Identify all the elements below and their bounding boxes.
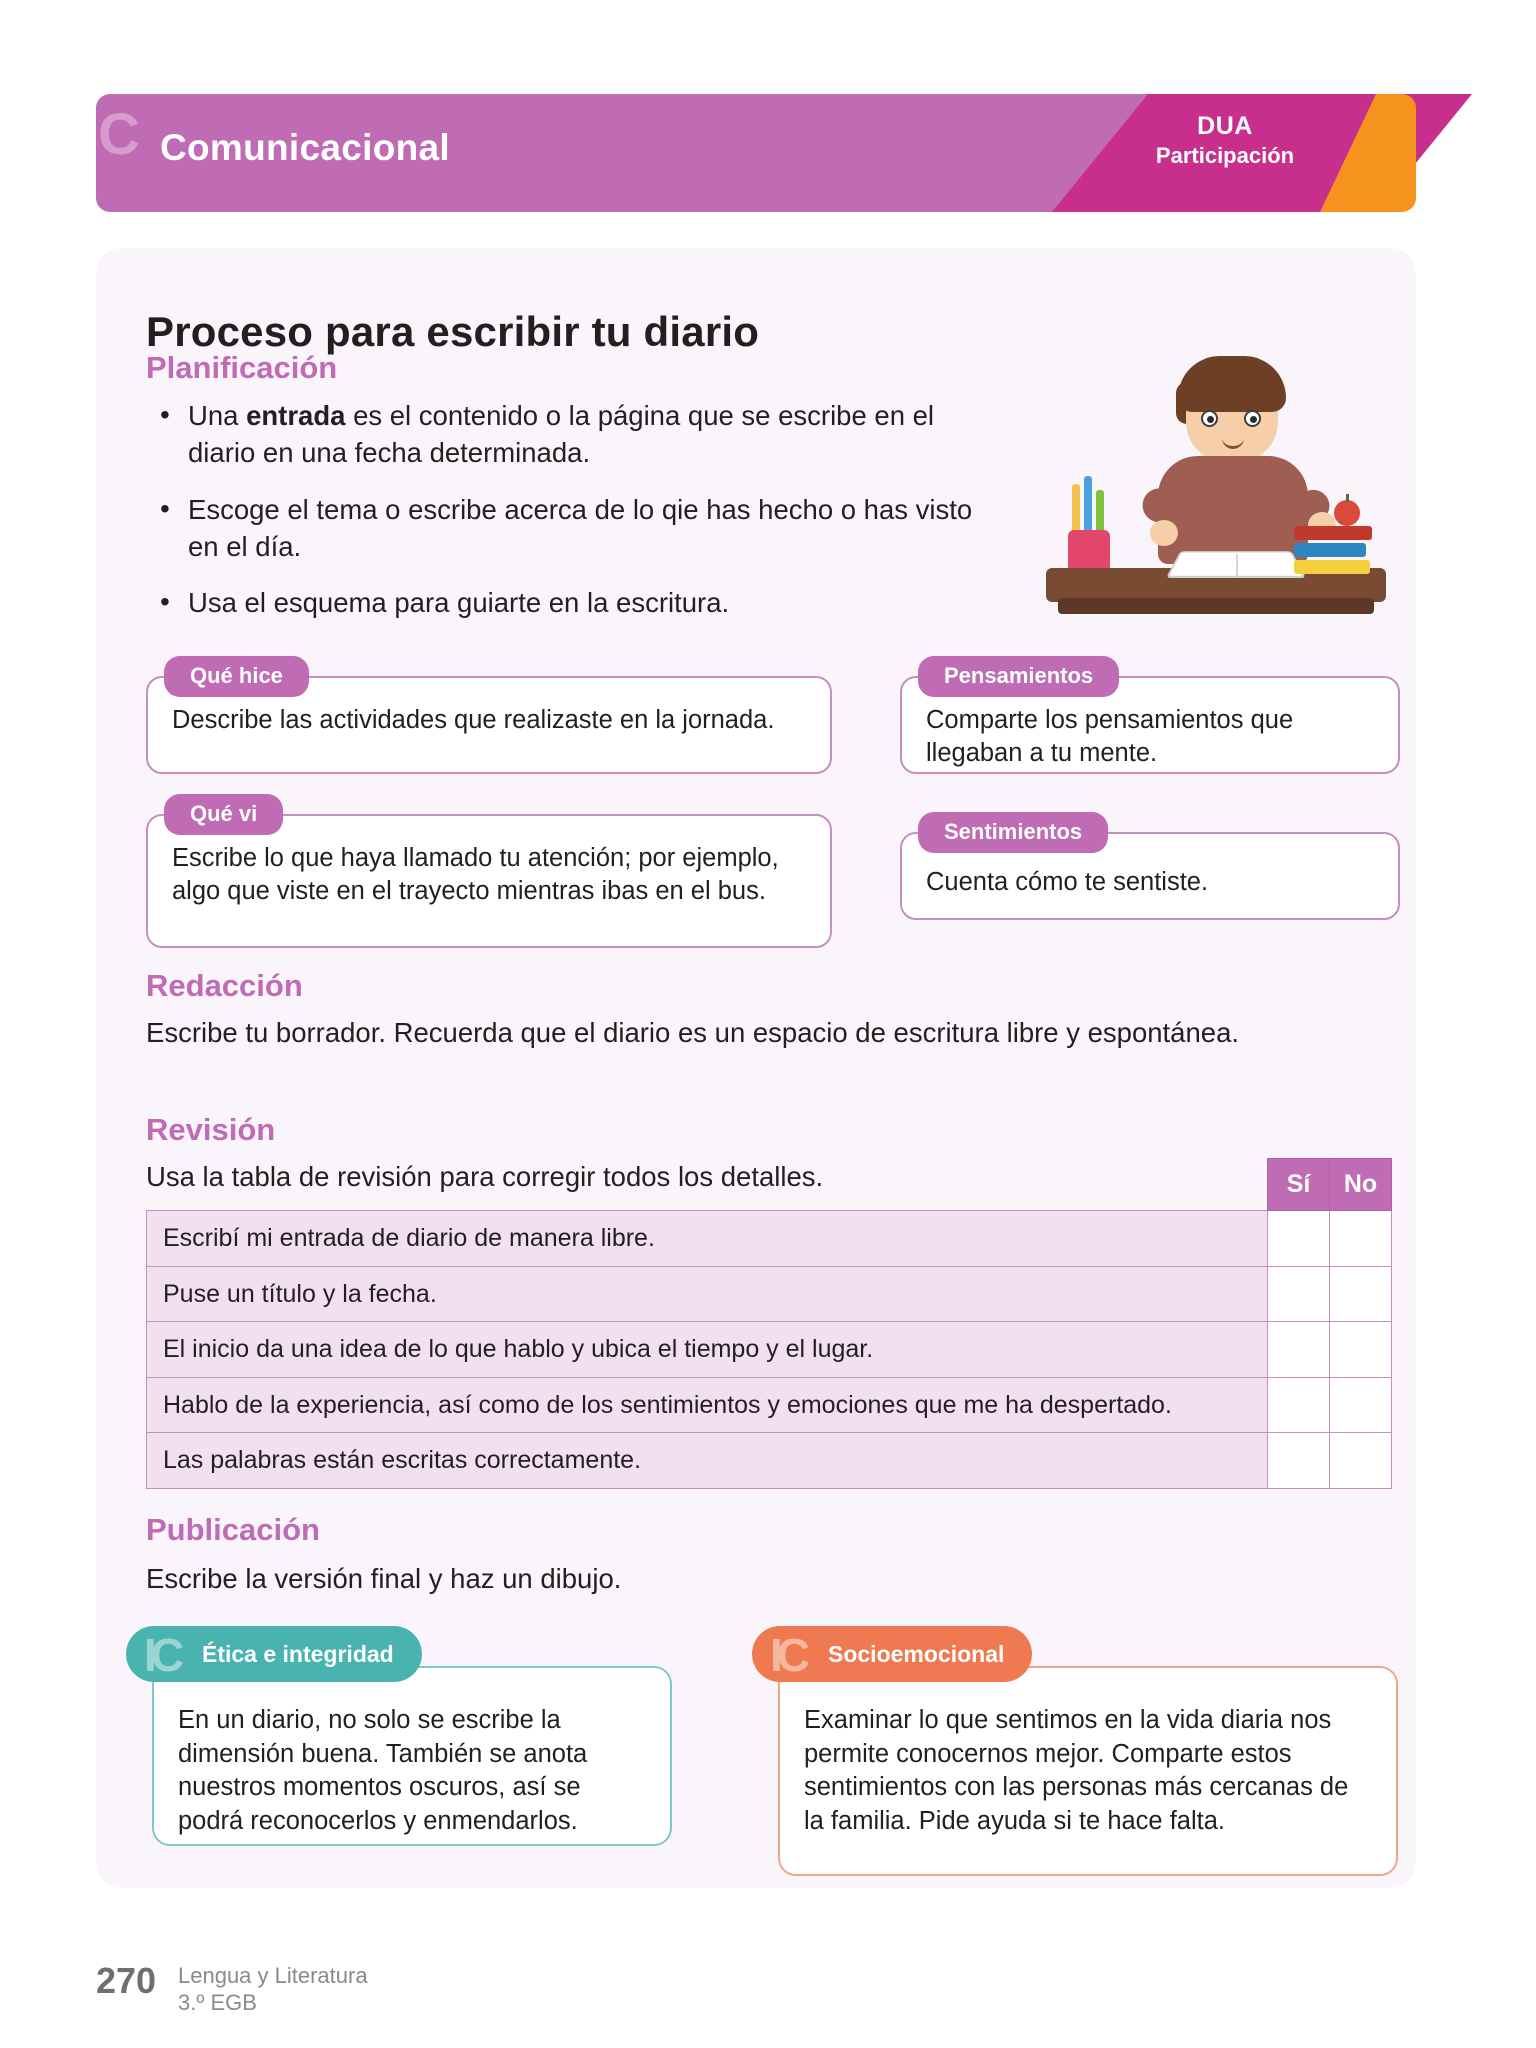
heading-redaccion: Redacción <box>146 968 303 1003</box>
revision-text: Usa la tabla de revisión para corregir todos los detalles. <box>146 1161 824 1192</box>
list-item <box>146 585 976 622</box>
revision-table <box>146 1158 1392 1489</box>
list-item <box>146 398 976 472</box>
book-stack <box>1294 523 1372 574</box>
table-cell-no[interactable] <box>1330 1266 1392 1322</box>
capsule-text: Examinar lo que sentimos en la vida diaria nos permite conocernos mejor. Comparte estos sentimientos con las personas más cercanas de la familia. Pide ayuda si te hace falta. <box>778 1666 1398 1876</box>
table-cell-item: Escribí mi entrada de diario de manera libre. <box>147 1211 1268 1267</box>
schema-text: Cuenta cómo te sentiste. <box>900 832 1400 920</box>
table-cell-no[interactable] <box>1330 1322 1392 1378</box>
list-item <box>146 492 976 566</box>
dua-badge <box>1110 112 1340 169</box>
comunicacional-c-icon: C <box>98 102 136 167</box>
heading-publicacion: Publicación <box>146 1512 320 1547</box>
illustration-kid-writing <box>1046 352 1386 614</box>
banner-title: Comunicacional <box>160 127 450 168</box>
desk-front <box>1058 598 1374 614</box>
bullet-post: es el contenido o la página que se escribe en el diario en una fecha determinada. <box>188 400 935 468</box>
footer-subject: Lengua y Literatura <box>178 1963 368 1988</box>
page-title: Proceso para escribir tu diario <box>146 308 760 356</box>
page-number: 270 <box>96 1960 157 2001</box>
footer-info <box>178 1962 368 2017</box>
table-cell-item: Las palabras están escritas correctamente. <box>147 1433 1268 1489</box>
dua-title: DUA <box>1197 112 1253 140</box>
kid-hand-left <box>1150 520 1178 546</box>
table-row <box>147 1266 1392 1322</box>
table-row <box>147 1322 1392 1378</box>
dua-subtitle: Participación <box>1155 143 1295 168</box>
schema-tag: Qué hice <box>164 656 309 697</box>
table-header-si: Sí <box>1268 1159 1330 1211</box>
schema-text: Escribe lo que haya llamado tu atención; por ejemplo, algo que viste en el trayecto mientras ibas en el bus. <box>146 814 832 948</box>
bullet-post: Escoge el tema o escribe acerca de lo qie has hecho o has visto en el día. <box>188 493 973 562</box>
kid-eye-left <box>1201 410 1218 427</box>
table-row <box>147 1433 1392 1489</box>
bullet-pre: Una <box>188 400 247 431</box>
capsule-tag-label: Socioemocional <box>828 1640 1005 1667</box>
table-header-no: No <box>1330 1159 1392 1211</box>
capsule-tag <box>752 1626 1032 1682</box>
table-cell-no[interactable] <box>1330 1433 1392 1489</box>
table-row <box>147 1377 1392 1433</box>
footer-grade: 3.º EGB <box>178 1990 257 2016</box>
table-cell-si[interactable] <box>1268 1211 1330 1267</box>
table-cell-no[interactable] <box>1330 1377 1392 1433</box>
table-cell-no[interactable] <box>1330 1211 1392 1267</box>
heading-revision: Revisión <box>146 1112 276 1147</box>
bullet-bold: entrada <box>246 400 346 431</box>
table-header-row <box>147 1159 1392 1211</box>
schema-tag: Pensamientos <box>918 656 1119 697</box>
ic-icon: IC <box>144 1629 178 1681</box>
kid-hair <box>1178 356 1286 412</box>
schema-tag: Qué vi <box>164 794 283 835</box>
table-row <box>147 1211 1392 1267</box>
bullet-post: Usa el esquema para guiarte en la escritura. <box>188 587 730 619</box>
table-cell-si[interactable] <box>1268 1433 1330 1489</box>
kid-eye-right <box>1244 410 1261 427</box>
table-cell-item: Hablo de la experiencia, así como de los sentimientos y emociones que me ha despertado. <box>147 1377 1268 1433</box>
table-cell-si[interactable] <box>1268 1377 1330 1433</box>
table-cell-si[interactable] <box>1268 1266 1330 1322</box>
capsule-tag <box>126 1626 422 1682</box>
table-cell-item: Puse un título y la fecha. <box>147 1266 1268 1322</box>
publicacion-text: Escribe la versión final y haz un dibujo. <box>146 1563 622 1594</box>
heading-planificacion: Planificación <box>146 350 338 385</box>
table-header-blank <box>147 1159 1268 1211</box>
planificacion-bullets <box>146 398 976 642</box>
redaccion-text: Escribe tu borrador. Recuerda que el diario es un espacio de escritura libre y espontánea. <box>146 1017 1240 1048</box>
ic-icon: IC <box>770 1629 804 1681</box>
schema-text: Describe las actividades que realizaste en la jornada. <box>146 676 832 774</box>
table-cell-item: El inicio da una idea de lo que hablo y ubica el tiempo y el lugar. <box>147 1322 1268 1378</box>
table-cell-si[interactable] <box>1268 1322 1330 1378</box>
apple-icon <box>1334 500 1360 526</box>
open-book-icon <box>1166 551 1306 578</box>
capsule-tag-label: Ética e integridad <box>202 1640 394 1667</box>
schema-text: Comparte los pensamientos que llegaban a tu mente. <box>900 676 1400 774</box>
capsule-text: En un diario, no solo se escribe la dimensión buena. También se anota nuestros momentos oscuros, así se podrá reconocerlos y enmendarlos. <box>152 1666 672 1846</box>
schema-tag: Sentimientos <box>918 812 1108 853</box>
